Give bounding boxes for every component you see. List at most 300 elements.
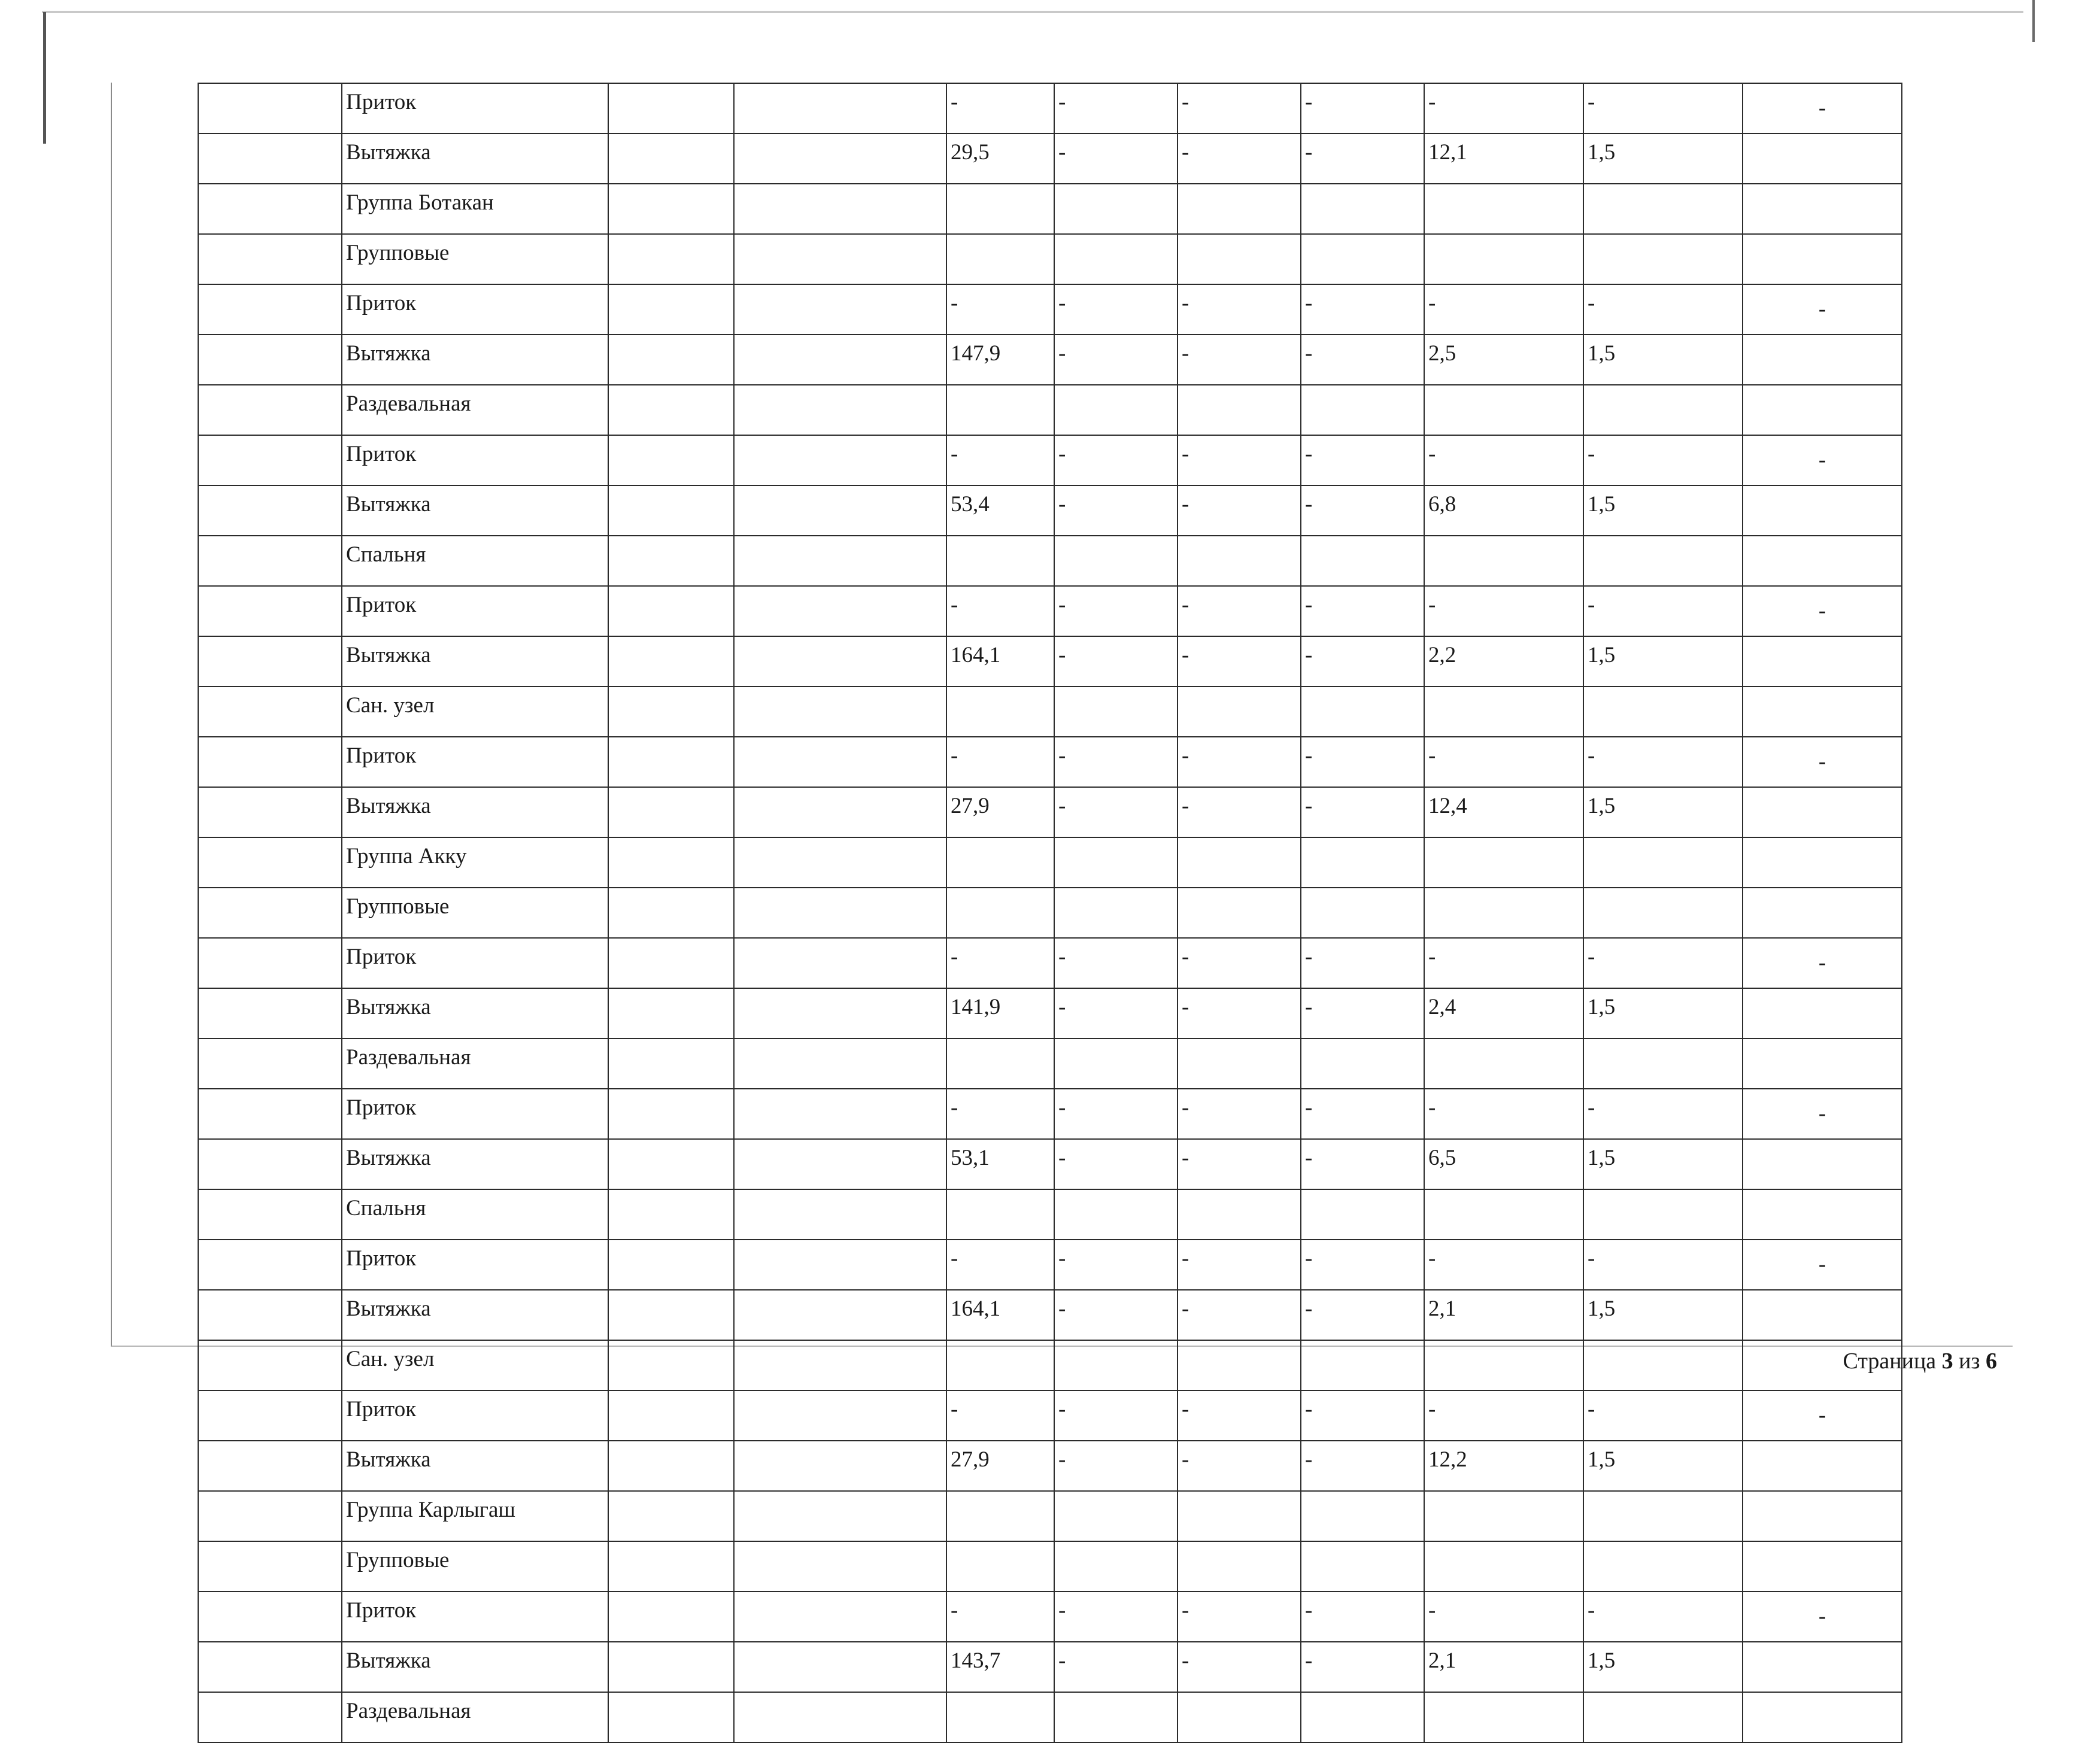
table-row [198, 83, 1902, 133]
value-cell-v4: 164,1 [946, 1290, 1054, 1340]
value-cell-v7: - [1301, 435, 1424, 485]
value-cell-v8: 2,4 [1424, 988, 1583, 1038]
empty-cell [608, 1240, 734, 1290]
empty-cell [734, 636, 946, 687]
empty-cell [608, 1642, 734, 1692]
ventilation-table [198, 83, 1902, 1743]
value-cell-v6: - [1178, 1390, 1301, 1441]
value-cell-v5: - [1054, 435, 1178, 485]
value-cell-v8: - [1424, 435, 1583, 485]
value-cell-v9 [1583, 536, 1743, 586]
row-name-cell: Приток [342, 586, 608, 636]
value-cell-v9: 1,5 [1583, 636, 1743, 687]
value-cell-v10 [1743, 133, 1902, 184]
value-cell-v10 [1743, 1642, 1902, 1692]
value-cell-v7: - [1301, 1089, 1424, 1139]
value-cell-v4: - [946, 1089, 1054, 1139]
empty-cell [734, 1692, 946, 1742]
value-cell-v8: 2,5 [1424, 335, 1583, 385]
value-cell-v9 [1583, 1491, 1743, 1541]
value-cell-v4 [946, 1541, 1054, 1592]
value-cell-v6: - [1178, 1089, 1301, 1139]
empty-cell [198, 284, 342, 335]
value-cell-v4: - [946, 284, 1054, 335]
footer-total-pages: 6 [1986, 1349, 1997, 1374]
value-cell-v8: - [1424, 284, 1583, 335]
scan-edge-left [43, 12, 46, 144]
value-cell-v6 [1178, 536, 1301, 586]
value-cell-v8: - [1424, 737, 1583, 787]
value-cell-v7 [1301, 687, 1424, 737]
footer-label: Страница [1843, 1349, 1937, 1374]
value-cell-v9: - [1583, 938, 1743, 988]
empty-cell [608, 938, 734, 988]
value-cell-v6 [1178, 888, 1301, 938]
empty-cell [198, 1390, 342, 1441]
empty-cell [198, 485, 342, 536]
empty-cell [608, 435, 734, 485]
value-cell-v6: - [1178, 284, 1301, 335]
value-cell-v6: - [1178, 988, 1301, 1038]
value-cell-v5 [1054, 385, 1178, 435]
row-name-cell: Приток [342, 737, 608, 787]
value-cell-v10: - [1743, 1089, 1902, 1139]
table-row [198, 284, 1902, 335]
value-cell-v6: - [1178, 133, 1301, 184]
empty-cell [734, 1491, 946, 1541]
value-cell-v5: - [1054, 1290, 1178, 1340]
scan-edge-top [42, 11, 2023, 13]
row-name-cell: Группа Ботакан [342, 184, 608, 234]
value-cell-v8: 12,2 [1424, 1441, 1583, 1491]
value-cell-v7: - [1301, 938, 1424, 988]
value-cell-v4 [946, 1692, 1054, 1742]
value-cell-v5 [1054, 687, 1178, 737]
empty-cell [734, 234, 946, 284]
value-cell-v9 [1583, 1692, 1743, 1742]
table-row [198, 1240, 1902, 1290]
value-cell-v6: - [1178, 335, 1301, 385]
empty-cell [198, 234, 342, 284]
empty-cell [198, 988, 342, 1038]
row-name-cell: Сан. узел [342, 1340, 608, 1390]
value-cell-v6 [1178, 385, 1301, 435]
value-cell-v8 [1424, 385, 1583, 435]
value-cell-v7 [1301, 1692, 1424, 1742]
value-cell-v5: - [1054, 938, 1178, 988]
row-name-cell: Вытяжка [342, 133, 608, 184]
value-cell-v5 [1054, 234, 1178, 284]
value-cell-v8 [1424, 1692, 1583, 1742]
row-name-cell: Приток [342, 435, 608, 485]
value-cell-v7: - [1301, 586, 1424, 636]
value-cell-v8 [1424, 837, 1583, 888]
value-cell-v9 [1583, 888, 1743, 938]
value-cell-v9: 1,5 [1583, 787, 1743, 837]
value-cell-v8: - [1424, 586, 1583, 636]
empty-cell [734, 1541, 946, 1592]
table-row [198, 1038, 1902, 1089]
scan-edge-right [2032, 0, 2035, 42]
empty-cell [608, 1139, 734, 1189]
table-row [198, 133, 1902, 184]
value-cell-v5 [1054, 1541, 1178, 1592]
table-row [198, 1189, 1902, 1240]
empty-cell [734, 435, 946, 485]
table-row [198, 888, 1902, 938]
empty-cell [198, 1491, 342, 1541]
table-row [198, 1441, 1902, 1491]
empty-cell [198, 1189, 342, 1240]
empty-cell [734, 988, 946, 1038]
row-name-cell: Групповые [342, 234, 608, 284]
empty-cell [734, 938, 946, 988]
empty-cell [198, 837, 342, 888]
value-cell-v7: - [1301, 284, 1424, 335]
empty-cell [734, 83, 946, 133]
value-cell-v10 [1743, 1692, 1902, 1742]
value-cell-v6 [1178, 1340, 1301, 1390]
value-cell-v9: 1,5 [1583, 988, 1743, 1038]
value-cell-v5: - [1054, 586, 1178, 636]
empty-cell [734, 1290, 946, 1340]
value-cell-v9: 1,5 [1583, 133, 1743, 184]
empty-cell [608, 1692, 734, 1742]
row-name-cell: Групповые [342, 1541, 608, 1592]
table-row [198, 536, 1902, 586]
value-cell-v9 [1583, 1541, 1743, 1592]
empty-cell [734, 888, 946, 938]
table-row [198, 687, 1902, 737]
empty-cell [734, 1592, 946, 1642]
row-name-cell: Раздевальная [342, 1692, 608, 1742]
value-cell-v9 [1583, 184, 1743, 234]
value-cell-v8 [1424, 1541, 1583, 1592]
value-cell-v4: - [946, 435, 1054, 485]
value-cell-v4 [946, 888, 1054, 938]
empty-cell [198, 1038, 342, 1089]
table-row [198, 435, 1902, 485]
empty-cell [734, 1642, 946, 1692]
table-row [198, 737, 1902, 787]
value-cell-v6: - [1178, 636, 1301, 687]
empty-cell [608, 385, 734, 435]
table-row [198, 787, 1902, 837]
value-cell-v9 [1583, 1189, 1743, 1240]
value-cell-v10 [1743, 485, 1902, 536]
value-cell-v4 [946, 536, 1054, 586]
value-cell-v6 [1178, 1692, 1301, 1742]
table-row [198, 1089, 1902, 1139]
value-cell-v10 [1743, 335, 1902, 385]
empty-cell [734, 687, 946, 737]
row-name-cell: Вытяжка [342, 787, 608, 837]
value-cell-v10 [1743, 1541, 1902, 1592]
value-cell-v7: - [1301, 1390, 1424, 1441]
value-cell-v9: - [1583, 435, 1743, 485]
value-cell-v4: - [946, 737, 1054, 787]
value-cell-v8: - [1424, 1592, 1583, 1642]
empty-cell [608, 636, 734, 687]
empty-cell [608, 1038, 734, 1089]
value-cell-v10 [1743, 385, 1902, 435]
row-name-cell: Вытяжка [342, 1441, 608, 1491]
value-cell-v9: 1,5 [1583, 1290, 1743, 1340]
empty-cell [198, 1340, 342, 1390]
empty-cell [734, 133, 946, 184]
empty-cell [608, 687, 734, 737]
value-cell-v10 [1743, 1139, 1902, 1189]
value-cell-v9: - [1583, 737, 1743, 787]
value-cell-v10: - [1743, 737, 1902, 787]
empty-cell [734, 1340, 946, 1390]
value-cell-v7 [1301, 1189, 1424, 1240]
empty-cell [608, 586, 734, 636]
empty-cell [608, 184, 734, 234]
value-cell-v5 [1054, 1038, 1178, 1089]
value-cell-v5: - [1054, 1139, 1178, 1189]
value-cell-v10 [1743, 1491, 1902, 1541]
value-cell-v6: - [1178, 737, 1301, 787]
value-cell-v6: - [1178, 1441, 1301, 1491]
row-name-cell: Приток [342, 1592, 608, 1642]
row-name-cell: Вытяжка [342, 485, 608, 536]
row-name-cell: Приток [342, 1089, 608, 1139]
empty-cell [608, 1189, 734, 1240]
value-cell-v7: - [1301, 988, 1424, 1038]
value-cell-v5: - [1054, 1089, 1178, 1139]
empty-cell [198, 737, 342, 787]
value-cell-v5: - [1054, 787, 1178, 837]
value-cell-v8: - [1424, 938, 1583, 988]
value-cell-v9: 1,5 [1583, 335, 1743, 385]
value-cell-v10 [1743, 787, 1902, 837]
value-cell-v8: - [1424, 1390, 1583, 1441]
value-cell-v6 [1178, 1189, 1301, 1240]
table-row [198, 385, 1902, 435]
row-name-cell: Спальня [342, 1189, 608, 1240]
value-cell-v7: - [1301, 1441, 1424, 1491]
table-row [198, 184, 1902, 234]
value-cell-v9: - [1583, 1240, 1743, 1290]
value-cell-v4: - [946, 1390, 1054, 1441]
value-cell-v6: - [1178, 787, 1301, 837]
value-cell-v9 [1583, 234, 1743, 284]
table-row [198, 1390, 1902, 1441]
row-name-cell: Вытяжка [342, 1290, 608, 1340]
table-row [198, 1491, 1902, 1541]
value-cell-v8: 6,5 [1424, 1139, 1583, 1189]
value-cell-v4 [946, 1189, 1054, 1240]
value-cell-v5: - [1054, 133, 1178, 184]
empty-cell [198, 888, 342, 938]
empty-cell [734, 586, 946, 636]
empty-cell [734, 385, 946, 435]
value-cell-v4 [946, 184, 1054, 234]
value-cell-v10 [1743, 234, 1902, 284]
empty-cell [198, 83, 342, 133]
value-cell-v7 [1301, 837, 1424, 888]
value-cell-v10 [1743, 988, 1902, 1038]
value-cell-v10: - [1743, 1592, 1902, 1642]
value-cell-v9 [1583, 1340, 1743, 1390]
value-cell-v7 [1301, 385, 1424, 435]
value-cell-v4: 143,7 [946, 1642, 1054, 1692]
value-cell-v9: 1,5 [1583, 1139, 1743, 1189]
value-cell-v7 [1301, 234, 1424, 284]
value-cell-v10: - [1743, 1390, 1902, 1441]
value-cell-v4: - [946, 1240, 1054, 1290]
table-row [198, 1692, 1902, 1742]
table-row [198, 938, 1902, 988]
empty-cell [608, 1390, 734, 1441]
value-cell-v8 [1424, 1189, 1583, 1240]
table-row [198, 1340, 1902, 1390]
value-cell-v6: - [1178, 83, 1301, 133]
empty-cell [198, 1541, 342, 1592]
row-name-cell: Раздевальная [342, 1038, 608, 1089]
table-row [198, 335, 1902, 385]
row-name-cell: Вытяжка [342, 988, 608, 1038]
value-cell-v8: 12,1 [1424, 133, 1583, 184]
empty-cell [608, 888, 734, 938]
empty-cell [198, 1290, 342, 1340]
row-name-cell: Приток [342, 938, 608, 988]
empty-cell [608, 1541, 734, 1592]
value-cell-v9: - [1583, 83, 1743, 133]
value-cell-v4: 27,9 [946, 1441, 1054, 1491]
value-cell-v7: - [1301, 1642, 1424, 1692]
value-cell-v8: - [1424, 1089, 1583, 1139]
value-cell-v4: - [946, 938, 1054, 988]
empty-cell [608, 837, 734, 888]
value-cell-v8 [1424, 536, 1583, 586]
row-name-cell: Раздевальная [342, 385, 608, 435]
value-cell-v8 [1424, 1038, 1583, 1089]
empty-cell [734, 1189, 946, 1240]
empty-cell [608, 988, 734, 1038]
value-cell-v5: - [1054, 1592, 1178, 1642]
row-name-cell: Приток [342, 284, 608, 335]
value-cell-v7: - [1301, 1139, 1424, 1189]
value-cell-v7: - [1301, 1240, 1424, 1290]
empty-cell [608, 133, 734, 184]
table-body [198, 83, 1902, 1742]
value-cell-v7 [1301, 536, 1424, 586]
empty-cell [608, 1592, 734, 1642]
value-cell-v5 [1054, 837, 1178, 888]
empty-cell [734, 787, 946, 837]
value-cell-v7: - [1301, 787, 1424, 837]
value-cell-v10 [1743, 536, 1902, 586]
value-cell-v10 [1743, 687, 1902, 737]
footer-of: из [1959, 1349, 1980, 1374]
value-cell-v4 [946, 1491, 1054, 1541]
value-cell-v6 [1178, 1541, 1301, 1592]
empty-cell [608, 1290, 734, 1340]
table-row [198, 1541, 1902, 1592]
value-cell-v6: - [1178, 1642, 1301, 1692]
empty-cell [198, 385, 342, 435]
empty-cell [198, 787, 342, 837]
value-cell-v6: - [1178, 586, 1301, 636]
value-cell-v10 [1743, 636, 1902, 687]
value-cell-v7: - [1301, 83, 1424, 133]
table-row [198, 1139, 1902, 1189]
empty-cell [198, 687, 342, 737]
value-cell-v5 [1054, 1340, 1178, 1390]
value-cell-v9: 1,5 [1583, 1441, 1743, 1491]
empty-cell [608, 1089, 734, 1139]
value-cell-v6: - [1178, 1290, 1301, 1340]
value-cell-v9: - [1583, 1089, 1743, 1139]
value-cell-v5: - [1054, 1642, 1178, 1692]
empty-cell [608, 787, 734, 837]
empty-cell [734, 1139, 946, 1189]
value-cell-v5 [1054, 536, 1178, 586]
value-cell-v10 [1743, 1441, 1902, 1491]
empty-cell [734, 184, 946, 234]
value-cell-v6: - [1178, 1240, 1301, 1290]
empty-cell [608, 536, 734, 586]
empty-cell [734, 737, 946, 787]
empty-cell [198, 1592, 342, 1642]
row-name-cell: Вытяжка [342, 1139, 608, 1189]
value-cell-v8: - [1424, 83, 1583, 133]
value-cell-v5: - [1054, 1390, 1178, 1441]
empty-cell [198, 1240, 342, 1290]
value-cell-v5: - [1054, 485, 1178, 536]
value-cell-v10: - [1743, 938, 1902, 988]
value-cell-v4: 141,9 [946, 988, 1054, 1038]
value-cell-v4 [946, 837, 1054, 888]
value-cell-v8: 2,1 [1424, 1642, 1583, 1692]
row-name-cell: Спальня [342, 536, 608, 586]
value-cell-v9: - [1583, 1592, 1743, 1642]
table-row [198, 1592, 1902, 1642]
empty-cell [734, 1441, 946, 1491]
value-cell-v7: - [1301, 133, 1424, 184]
value-cell-v8 [1424, 234, 1583, 284]
empty-cell [608, 1441, 734, 1491]
value-cell-v9 [1583, 1038, 1743, 1089]
footer-current-page: 3 [1941, 1349, 1953, 1374]
value-cell-v5: - [1054, 1441, 1178, 1491]
value-cell-v7: - [1301, 1290, 1424, 1340]
empty-cell [198, 335, 342, 385]
value-cell-v8 [1424, 888, 1583, 938]
empty-cell [734, 485, 946, 536]
value-cell-v8 [1424, 1491, 1583, 1541]
value-cell-v7 [1301, 1541, 1424, 1592]
value-cell-v4 [946, 385, 1054, 435]
empty-cell [734, 1038, 946, 1089]
empty-cell [608, 1491, 734, 1541]
value-cell-v5: - [1054, 1240, 1178, 1290]
row-name-cell: Вытяжка [342, 335, 608, 385]
value-cell-v6 [1178, 1038, 1301, 1089]
empty-cell [734, 1390, 946, 1441]
value-cell-v8: 2,2 [1424, 636, 1583, 687]
table-row [198, 1290, 1902, 1340]
value-cell-v4 [946, 687, 1054, 737]
value-cell-v9: - [1583, 1390, 1743, 1441]
value-cell-v4: 147,9 [946, 335, 1054, 385]
empty-cell [734, 1240, 946, 1290]
table-row [198, 485, 1902, 536]
value-cell-v10: - [1743, 1240, 1902, 1290]
empty-cell [734, 1089, 946, 1139]
